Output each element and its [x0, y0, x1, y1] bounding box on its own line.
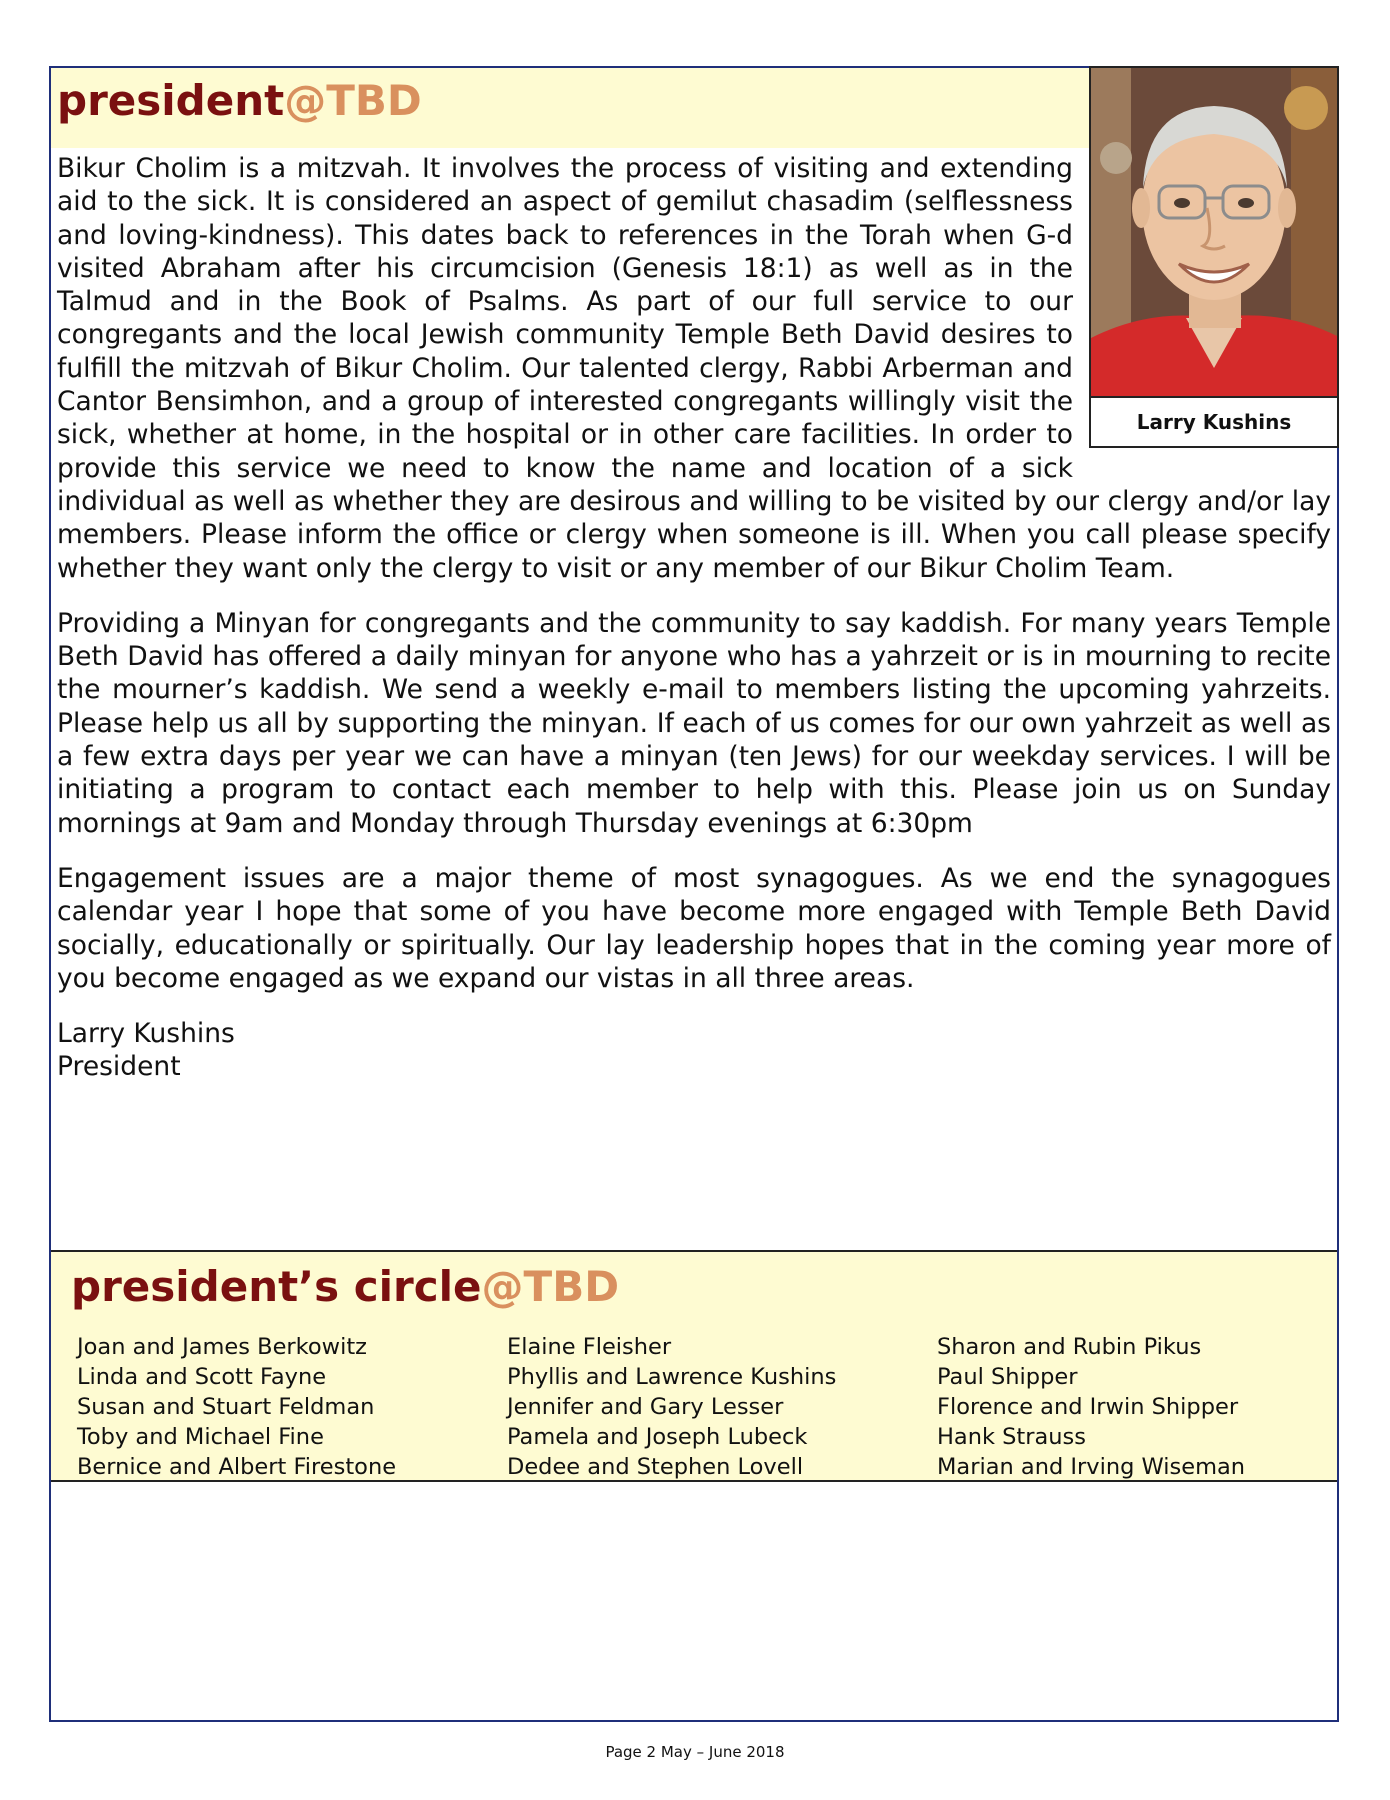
member-name: Sharon and Rubin Pikus [937, 1334, 1202, 1360]
signature-name: Larry Kushins [57, 1018, 235, 1050]
member-name: Susan and Stuart Feldman [77, 1394, 375, 1420]
presidents-circle-section [51, 1250, 1337, 1482]
member-name: Toby and Michael Fine [77, 1424, 324, 1450]
member-column [507, 1332, 937, 1482]
member-name: Marian and Irving Wiseman [937, 1454, 1246, 1480]
title-accent: @TBD [284, 76, 422, 125]
member-name: Pamela and Joseph Lubeck [507, 1424, 808, 1450]
signature-title: President [57, 1051, 181, 1083]
member-name: Jennifer and Gary Lesser [507, 1394, 784, 1420]
member-name: Hank Strauss [937, 1424, 1086, 1450]
member-columns [77, 1332, 1367, 1482]
member-column [937, 1332, 1367, 1482]
member-name: Elaine Fleisher [507, 1334, 672, 1360]
circle-title-accent: @TBD [481, 1262, 620, 1311]
president-letter [57, 152, 1331, 1084]
member-name: Paul Shipper [937, 1364, 1078, 1390]
page-frame [49, 66, 1339, 1722]
letter-paragraph: Engagement issues are a major theme of most synagogues. As we end the synagogues calendar year I hope that some of you have become more engaged with Temple Beth David socially, educationally or spiritually. Our lay leadership hopes that in the coming year more of you become engaged as we expand our vistas in all three areas. [57, 862, 1331, 994]
section-title [71, 1262, 619, 1312]
signature-block [57, 1017, 1331, 1084]
header-band [51, 68, 1091, 148]
portrait-caption: Larry Kushins [1091, 396, 1337, 446]
page-title [57, 76, 422, 126]
letter-paragraph: Bikur Cholim is a mitzvah. It involves the process of visiting and extending aid to the sick. It is considered an aspect of gemilut chasadim (selflessness and loving-kindness). This dates back to references in the Torah when G-d visited Abraham after his circumcision (Genesis 18:1) as well as in the Talmud and in the Book of Psalms. As part of our full service to our congregants and the local Jewish community Temple Beth David desires to fulfill the mitzvah of Bikur Cholim. Our talented clergy, Rabbi Arberman and Cantor Bensimhon, and a group of interested congregants willingly visit the sick, whether at home, in the hospital or in other care facilities. In order to provide this service we need to know the name and location of a sick individual as well as whether they are desirous and willing to be visited by our clergy and/or lay members. Please inform the office or clergy when someone is ill. When you call please specify whether they want only the clergy to visit or any member of our Bikur Cholim Team. [57, 153, 1331, 584]
circle-title-main: president’s circle [71, 1262, 482, 1311]
member-name: Florence and Irwin Shipper [937, 1394, 1239, 1420]
member-name: Phyllis and Lawrence Kushins [507, 1364, 837, 1390]
title-main: president [57, 76, 285, 125]
member-column [77, 1332, 507, 1482]
letter-paragraph: Providing a Minyan for congregants and the community to say kaddish. For many years Temple Beth David has offered a daily minyan for anyone who has a yahrzeit or is in mourning to recite the mourner’s kaddish. We send a weekly e-mail to members listing the upcoming yahrzeits. Please help us all by supporting the minyan. If each of us comes for our own yahrzeit as well as a few extra days per year we can have a minyan (ten Jews) for our weekday services. I will be initiating a program to contact each member to help with this. Please join us on Sunday mornings at 9am and Monday through Thursday evenings at 6:30pm [57, 607, 1331, 839]
member-name: Bernice and Albert Firestone [77, 1454, 397, 1480]
member-name: Joan and James Berkowitz [77, 1334, 367, 1360]
member-name: Dedee and Stephen Lovell [507, 1454, 804, 1480]
page-footer: Page 2 May – June 2018 [605, 1743, 785, 1761]
member-name: Linda and Scott Fayne [77, 1364, 327, 1390]
